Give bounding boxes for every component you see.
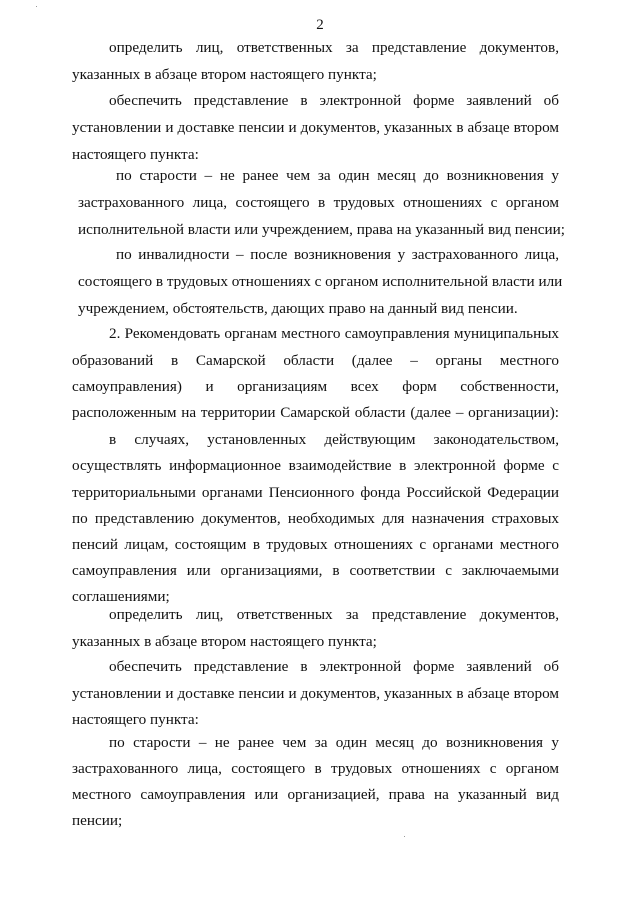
text-line-26: установлении и доставке пенсии и документов, указанных в абзаце втором bbox=[72, 685, 559, 702]
text-line-4: установлении и доставке пенсии и документов, указанных в абзаце втором bbox=[72, 119, 559, 136]
text-line-12: 2. Рекомендовать органам местного самоуправления муниципальных bbox=[109, 325, 559, 342]
text-line-25: обеспечить представление в электронной форме заявлений об bbox=[109, 658, 559, 675]
text-line-10: состоящего в трудовых отношениях с органом исполнительной власти или bbox=[78, 273, 563, 290]
text-line-2: указанных в абзаце втором настоящего пункта; bbox=[72, 66, 377, 83]
text-line-16: в случаях, установленных действующим законодательством, bbox=[109, 431, 559, 448]
text-line-31: пенсии; bbox=[72, 812, 123, 829]
text-line-21: самоуправления или организациями, в соответствии с заключаемыми bbox=[72, 562, 559, 579]
text-line-7: застрахованного лица, состоящего в трудовых отношениях с органом bbox=[78, 194, 559, 211]
text-line-30: местного самоуправления или организацией, права на указанный вид bbox=[72, 786, 559, 803]
text-line-1: определить лиц, ответственных за представление документов, bbox=[109, 39, 559, 56]
text-line-11: учреждением, обстоятельств, дающих право на данный вид пенсии. bbox=[78, 300, 518, 317]
text-line-20: пенсий лицам, состоящим в трудовых отношениях с органами местного bbox=[72, 536, 559, 553]
text-line-17: осуществлять информационное взаимодействие в электронной форме с bbox=[72, 457, 559, 474]
text-line-15: расположенным на территории Самарской области (далее – организации): bbox=[72, 404, 559, 421]
text-line-13: образований в Самарской области (далее – органы местного bbox=[72, 352, 559, 369]
text-line-24: указанных в абзаце втором настоящего пункта; bbox=[72, 633, 377, 650]
text-line-22: соглашениями; bbox=[72, 588, 170, 605]
scan-speck bbox=[404, 836, 405, 837]
text-line-18: территориальными органами Пенсионного фонда Российской Федерации bbox=[72, 484, 559, 501]
text-line-8: исполнительной власти или учреждением, права на указанный вид пенсии; bbox=[78, 221, 565, 238]
text-line-19: по представлению документов, необходимых для назначения страховых bbox=[72, 510, 559, 527]
text-line-9: по инвалидности – после возникновения у застрахованного лица, bbox=[116, 246, 559, 263]
text-line-5: настоящего пункта: bbox=[72, 146, 199, 163]
text-line-28: по старости – не ранее чем за один месяц до возникновения у bbox=[109, 734, 559, 751]
scan-speck bbox=[36, 6, 37, 7]
text-line-3: обеспечить представление в электронной форме заявлений об bbox=[109, 92, 559, 109]
text-line-23: определить лиц, ответственных за представление документов, bbox=[109, 606, 559, 623]
text-line-14: самоуправления) и организациям всех форм собственности, bbox=[72, 378, 559, 395]
text-line-6: по старости – не ранее чем за один месяц до возникновения у bbox=[116, 167, 559, 184]
text-line-29: застрахованного лица, состоящего в трудовых отношениях с органом bbox=[72, 760, 559, 777]
page-number: 2 bbox=[316, 17, 324, 33]
text-line-27: настоящего пункта: bbox=[72, 711, 199, 728]
